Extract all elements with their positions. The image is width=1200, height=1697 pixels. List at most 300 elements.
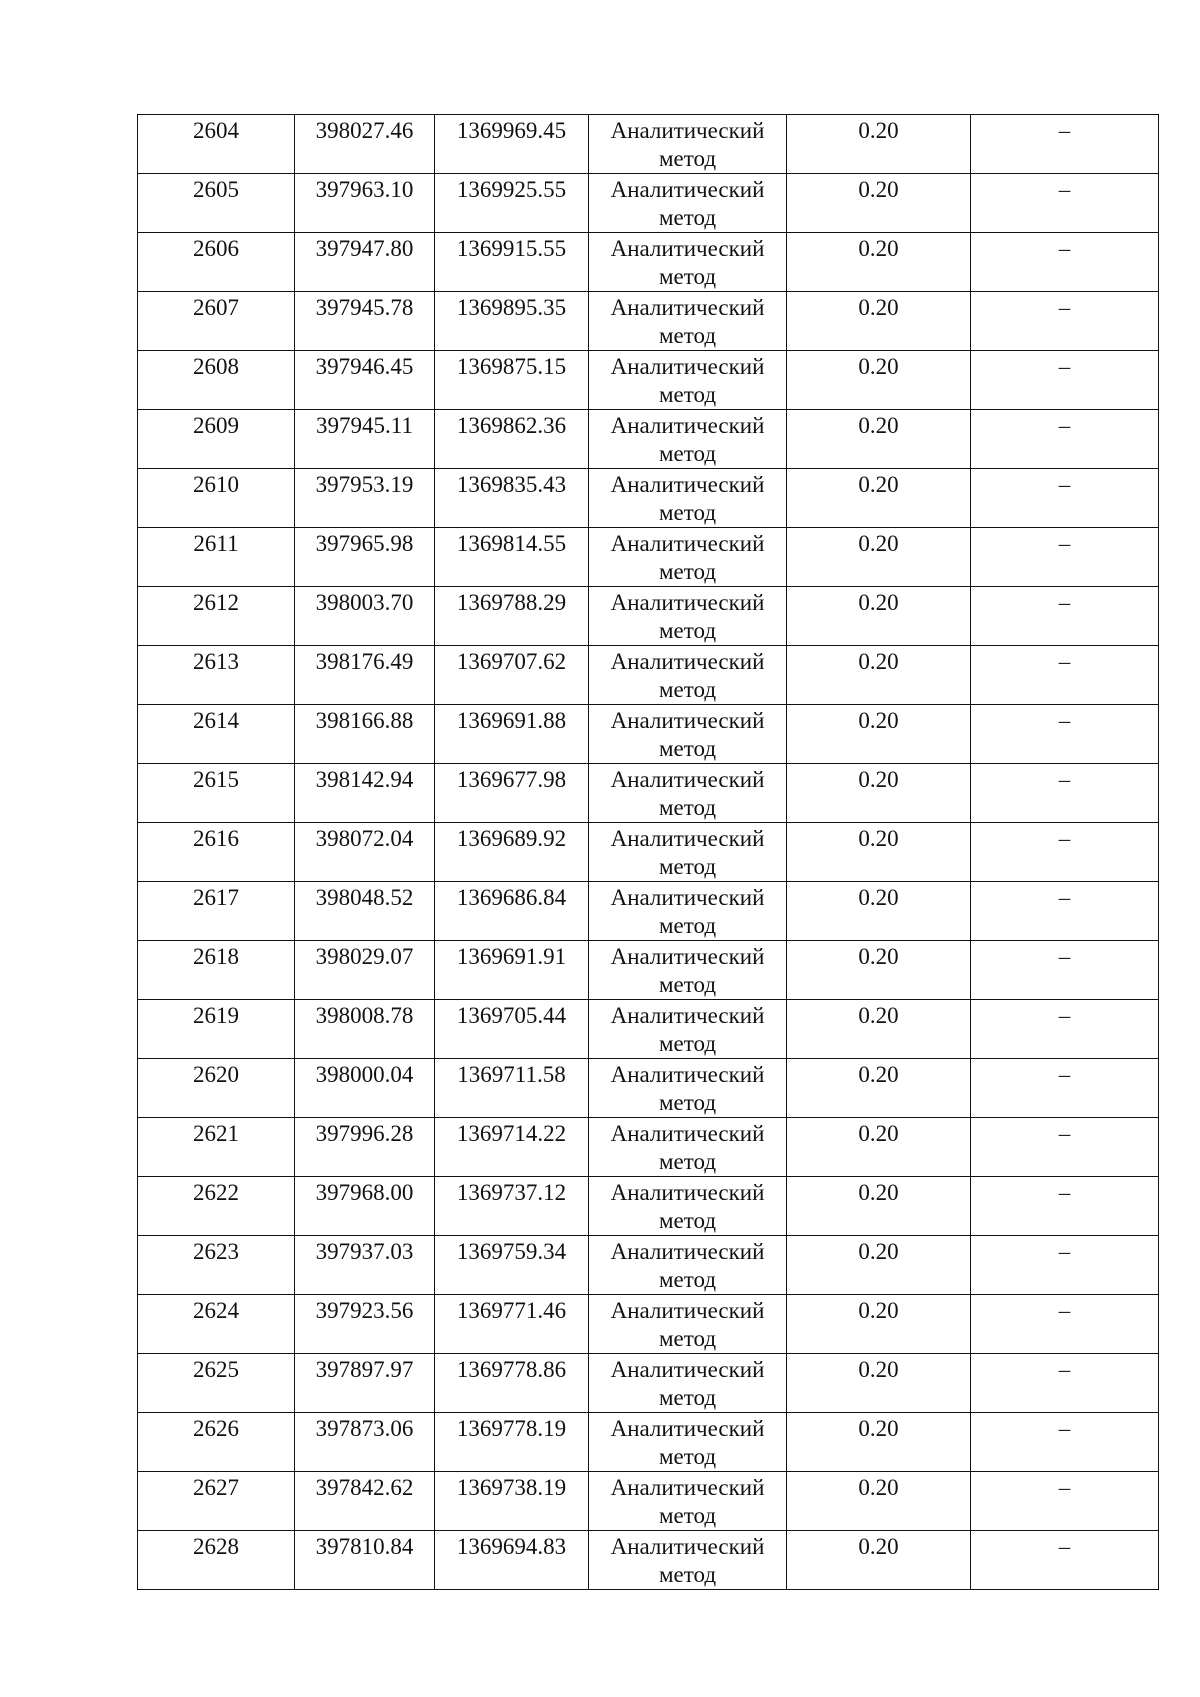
table-row [138,115,1159,174]
y-coordinate: 1369778.86 [456,1357,567,1382]
method-line-1: Аналитический [610,1003,765,1028]
y-coordinate: 1369788.29 [456,590,567,615]
note-dash: – [1058,1357,1071,1382]
table-row [138,705,1159,764]
coordinates-table [137,114,1159,1590]
x-coordinate-cell [295,587,435,646]
method-line-1: Аналитический [610,826,765,851]
note-dash: – [1058,590,1071,615]
note-cell [971,823,1159,882]
accuracy-cell [787,646,971,705]
method-line-2: метод [658,559,717,584]
x-coordinate-cell [295,1236,435,1295]
table-row [138,1531,1159,1590]
y-coordinate-cell [435,1059,589,1118]
x-coordinate: 397810.84 [315,1534,414,1559]
note-cell [971,292,1159,351]
y-coordinate: 1369875.15 [456,354,567,379]
method-line-1: Аналитический [610,1475,765,1500]
accuracy-value: 0.20 [858,1121,899,1146]
note-dash: – [1058,885,1071,910]
table-row [138,1295,1159,1354]
point-number: 2625 [193,1357,239,1382]
table-row [138,233,1159,292]
table-row [138,1236,1159,1295]
point-number-cell [138,233,295,292]
x-coordinate-cell [295,351,435,410]
point-number: 2618 [193,944,239,969]
note-dash: – [1058,649,1071,674]
point-number-cell [138,528,295,587]
accuracy-cell [787,1531,971,1590]
method-cell [589,941,787,1000]
note-dash: – [1058,944,1071,969]
point-number-cell [138,941,295,1000]
x-coordinate: 398072.04 [315,826,414,851]
accuracy-value: 0.20 [858,826,899,851]
point-number: 2615 [193,767,239,792]
x-coordinate: 397965.98 [315,531,414,556]
accuracy-value: 0.20 [858,944,899,969]
point-number: 2623 [193,1239,239,1264]
method-line-2: метод [658,1444,717,1469]
method-cell [589,1177,787,1236]
table-row [138,941,1159,1000]
y-coordinate-cell [435,351,589,410]
note-cell [971,882,1159,941]
accuracy-value: 0.20 [858,1180,899,1205]
note-cell [971,941,1159,1000]
point-number-cell [138,174,295,233]
x-coordinate-cell [295,410,435,469]
accuracy-value: 0.20 [858,885,899,910]
y-coordinate: 1369759.34 [456,1239,567,1264]
x-coordinate-cell [295,115,435,174]
method-line-2: метод [658,677,717,702]
point-number: 2620 [193,1062,239,1087]
y-coordinate-cell [435,764,589,823]
note-dash: – [1058,118,1071,143]
x-coordinate: 398176.49 [315,649,414,674]
x-coordinate: 398142.94 [315,767,414,792]
note-cell [971,233,1159,292]
table-row [138,882,1159,941]
accuracy-value: 0.20 [858,1062,899,1087]
method-line-1: Аналитический [610,531,765,556]
method-line-1: Аналитический [610,1121,765,1146]
point-number: 2606 [193,236,239,261]
note-dash: – [1058,236,1071,261]
note-cell [971,705,1159,764]
point-number-cell [138,587,295,646]
note-cell [971,1531,1159,1590]
y-coordinate-cell [435,587,589,646]
y-coordinate: 1369686.84 [456,885,567,910]
note-dash: – [1058,1416,1071,1441]
point-number: 2609 [193,413,239,438]
point-number: 2607 [193,295,239,320]
y-coordinate: 1369738.19 [456,1475,567,1500]
point-number-cell [138,1236,295,1295]
point-number-cell [138,705,295,764]
note-dash: – [1058,1534,1071,1559]
accuracy-cell [787,410,971,469]
note-cell [971,115,1159,174]
x-coordinate-cell [295,941,435,1000]
x-coordinate-cell [295,469,435,528]
x-coordinate: 397937.03 [315,1239,414,1264]
accuracy-cell [787,764,971,823]
method-cell [589,823,787,882]
y-coordinate-cell [435,1236,589,1295]
method-line-1: Аналитический [610,767,765,792]
point-number: 2628 [193,1534,239,1559]
accuracy-value: 0.20 [858,1357,899,1382]
method-line-2: метод [658,1090,717,1115]
point-number-cell [138,1295,295,1354]
note-cell [971,1059,1159,1118]
method-line-1: Аналитический [610,944,765,969]
accuracy-cell [787,1236,971,1295]
method-cell [589,1059,787,1118]
table-row [138,1059,1159,1118]
note-dash: – [1058,1475,1071,1500]
point-number: 2614 [193,708,239,733]
x-coordinate: 397923.56 [315,1298,414,1323]
accuracy-cell [787,705,971,764]
method-line-1: Аналитический [610,1062,765,1087]
point-number: 2612 [193,590,239,615]
point-number: 2622 [193,1180,239,1205]
x-coordinate: 397842.62 [315,1475,414,1500]
y-coordinate: 1369771.46 [456,1298,567,1323]
point-number: 2621 [193,1121,239,1146]
accuracy-cell [787,1118,971,1177]
method-line-2: метод [658,1149,717,1174]
accuracy-cell [787,1059,971,1118]
point-number-cell [138,646,295,705]
note-dash: – [1058,767,1071,792]
accuracy-cell [787,469,971,528]
y-coordinate-cell [435,469,589,528]
method-line-2: метод [658,264,717,289]
table-row [138,174,1159,233]
point-number-cell [138,1118,295,1177]
accuracy-value: 0.20 [858,1003,899,1028]
table-row [138,823,1159,882]
point-number-cell [138,410,295,469]
method-line-1: Аналитический [610,1239,765,1264]
method-cell [589,705,787,764]
method-line-1: Аналитический [610,354,765,379]
y-coordinate-cell [435,1531,589,1590]
x-coordinate-cell [295,174,435,233]
table-row [138,1354,1159,1413]
accuracy-cell [787,941,971,1000]
method-line-1: Аналитический [610,885,765,910]
method-line-2: метод [658,1031,717,1056]
table-row [138,1000,1159,1059]
y-coordinate-cell [435,1177,589,1236]
note-dash: – [1058,354,1071,379]
point-number-cell [138,292,295,351]
y-coordinate-cell [435,1118,589,1177]
note-dash: – [1058,295,1071,320]
x-coordinate: 398003.70 [315,590,414,615]
x-coordinate: 398166.88 [315,708,414,733]
method-line-1: Аналитический [610,649,765,674]
table-row [138,1118,1159,1177]
x-coordinate-cell [295,646,435,705]
accuracy-cell [787,528,971,587]
method-line-2: метод [658,205,717,230]
note-dash: – [1058,1180,1071,1205]
method-line-1: Аналитический [610,118,765,143]
point-number: 2613 [193,649,239,674]
method-cell [589,1354,787,1413]
method-line-2: метод [658,323,717,348]
table-row [138,1413,1159,1472]
x-coordinate-cell [295,233,435,292]
method-line-2: метод [658,913,717,938]
note-dash: – [1058,413,1071,438]
accuracy-value: 0.20 [858,590,899,615]
method-line-1: Аналитический [610,1534,765,1559]
method-line-2: метод [658,1326,717,1351]
method-line-2: метод [658,795,717,820]
accuracy-value: 0.20 [858,118,899,143]
x-coordinate-cell [295,823,435,882]
point-number-cell [138,882,295,941]
y-coordinate: 1369705.44 [456,1003,567,1028]
accuracy-value: 0.20 [858,236,899,261]
table-row [138,410,1159,469]
method-cell [589,764,787,823]
y-coordinate: 1369691.91 [456,944,567,969]
note-cell [971,174,1159,233]
y-coordinate: 1369895.35 [456,295,567,320]
y-coordinate: 1369969.45 [456,118,567,143]
x-coordinate-cell [295,1531,435,1590]
accuracy-cell [787,587,971,646]
accuracy-value: 0.20 [858,767,899,792]
accuracy-value: 0.20 [858,295,899,320]
x-coordinate-cell [295,1413,435,1472]
y-coordinate-cell [435,292,589,351]
method-line-2: метод [658,1562,717,1587]
y-coordinate-cell [435,941,589,1000]
x-coordinate: 398048.52 [315,885,414,910]
y-coordinate: 1369707.62 [456,649,567,674]
y-coordinate-cell [435,233,589,292]
x-coordinate-cell [295,1354,435,1413]
x-coordinate: 398029.07 [315,944,414,969]
note-dash: – [1058,708,1071,733]
accuracy-cell [787,174,971,233]
note-cell [971,351,1159,410]
point-number-cell [138,115,295,174]
method-cell [589,528,787,587]
accuracy-value: 0.20 [858,354,899,379]
note-cell [971,1118,1159,1177]
y-coordinate: 1369925.55 [456,177,567,202]
y-coordinate: 1369714.22 [456,1121,567,1146]
point-number-cell [138,823,295,882]
method-line-1: Аналитический [610,177,765,202]
y-coordinate-cell [435,1000,589,1059]
x-coordinate: 397963.10 [315,177,414,202]
note-dash: – [1058,1298,1071,1323]
point-number-cell [138,1413,295,1472]
accuracy-value: 0.20 [858,1239,899,1264]
accuracy-cell [787,351,971,410]
accuracy-cell [787,1354,971,1413]
table-row [138,469,1159,528]
point-number-cell [138,469,295,528]
method-line-2: метод [658,618,717,643]
note-cell [971,1177,1159,1236]
point-number-cell [138,1472,295,1531]
x-coordinate: 397947.80 [315,236,414,261]
method-cell [589,292,787,351]
table-row [138,646,1159,705]
y-coordinate: 1369677.98 [456,767,567,792]
method-line-2: метод [658,441,717,466]
method-cell [589,1000,787,1059]
point-number: 2619 [193,1003,239,1028]
point-number-cell [138,764,295,823]
note-cell [971,1354,1159,1413]
y-coordinate: 1369835.43 [456,472,567,497]
note-dash: – [1058,1121,1071,1146]
y-coordinate-cell [435,528,589,587]
y-coordinate-cell [435,410,589,469]
note-cell [971,410,1159,469]
method-line-1: Аналитический [610,295,765,320]
accuracy-cell [787,1177,971,1236]
point-number: 2624 [193,1298,239,1323]
point-number-cell [138,1059,295,1118]
method-cell [589,1531,787,1590]
y-coordinate-cell [435,1472,589,1531]
method-line-1: Аналитический [610,1298,765,1323]
x-coordinate-cell [295,1177,435,1236]
y-coordinate-cell [435,882,589,941]
x-coordinate: 397945.78 [315,295,414,320]
table-row [138,764,1159,823]
table-row [138,528,1159,587]
note-cell [971,1000,1159,1059]
x-coordinate: 398000.04 [315,1062,414,1087]
method-line-2: метод [658,972,717,997]
method-line-2: метод [658,854,717,879]
method-line-2: метод [658,382,717,407]
note-cell [971,1472,1159,1531]
method-line-1: Аналитический [610,708,765,733]
x-coordinate-cell [295,292,435,351]
point-number: 2616 [193,826,239,851]
table-row [138,292,1159,351]
method-cell [589,587,787,646]
accuracy-cell [787,823,971,882]
y-coordinate-cell [435,1413,589,1472]
y-coordinate: 1369862.36 [456,413,567,438]
x-coordinate-cell [295,1059,435,1118]
y-coordinate: 1369915.55 [456,236,567,261]
y-coordinate-cell [435,705,589,764]
note-dash: – [1058,472,1071,497]
note-cell [971,587,1159,646]
accuracy-value: 0.20 [858,1416,899,1441]
x-coordinate: 397996.28 [315,1121,414,1146]
y-coordinate: 1369737.12 [456,1180,567,1205]
x-coordinate-cell [295,1000,435,1059]
x-coordinate: 397953.19 [315,472,414,497]
method-line-1: Аналитический [610,1416,765,1441]
note-cell [971,1295,1159,1354]
note-dash: – [1058,1062,1071,1087]
accuracy-cell [787,882,971,941]
x-coordinate: 398008.78 [315,1003,414,1028]
method-line-2: метод [658,1503,717,1528]
x-coordinate-cell [295,1472,435,1531]
accuracy-value: 0.20 [858,1298,899,1323]
y-coordinate: 1369691.88 [456,708,567,733]
method-line-1: Аналитический [610,236,765,261]
accuracy-cell [787,1472,971,1531]
method-cell [589,1118,787,1177]
method-cell [589,410,787,469]
method-line-2: метод [658,736,717,761]
point-number: 2627 [193,1475,239,1500]
accuracy-value: 0.20 [858,1534,899,1559]
point-number-cell [138,1177,295,1236]
accuracy-cell [787,115,971,174]
method-cell [589,1236,787,1295]
y-coordinate-cell [435,174,589,233]
point-number-cell [138,1000,295,1059]
method-cell [589,174,787,233]
note-dash: – [1058,531,1071,556]
point-number: 2608 [193,354,239,379]
method-line-1: Аналитический [610,472,765,497]
method-cell [589,351,787,410]
method-line-1: Аналитический [610,590,765,615]
y-coordinate-cell [435,1354,589,1413]
y-coordinate: 1369694.83 [456,1534,567,1559]
x-coordinate-cell [295,705,435,764]
method-cell [589,1295,787,1354]
note-dash: – [1058,1239,1071,1264]
y-coordinate-cell [435,823,589,882]
method-cell [589,646,787,705]
accuracy-cell [787,233,971,292]
method-line-2: метод [658,1208,717,1233]
point-number-cell [138,1354,295,1413]
point-number: 2610 [193,472,239,497]
method-cell [589,469,787,528]
note-cell [971,646,1159,705]
y-coordinate-cell [435,1295,589,1354]
accuracy-cell [787,1295,971,1354]
x-coordinate: 398027.46 [315,118,414,143]
method-cell [589,882,787,941]
coordinates-table-body [138,115,1159,1590]
note-cell [971,764,1159,823]
point-number: 2626 [193,1416,239,1441]
point-number: 2611 [193,531,239,556]
method-cell [589,1472,787,1531]
